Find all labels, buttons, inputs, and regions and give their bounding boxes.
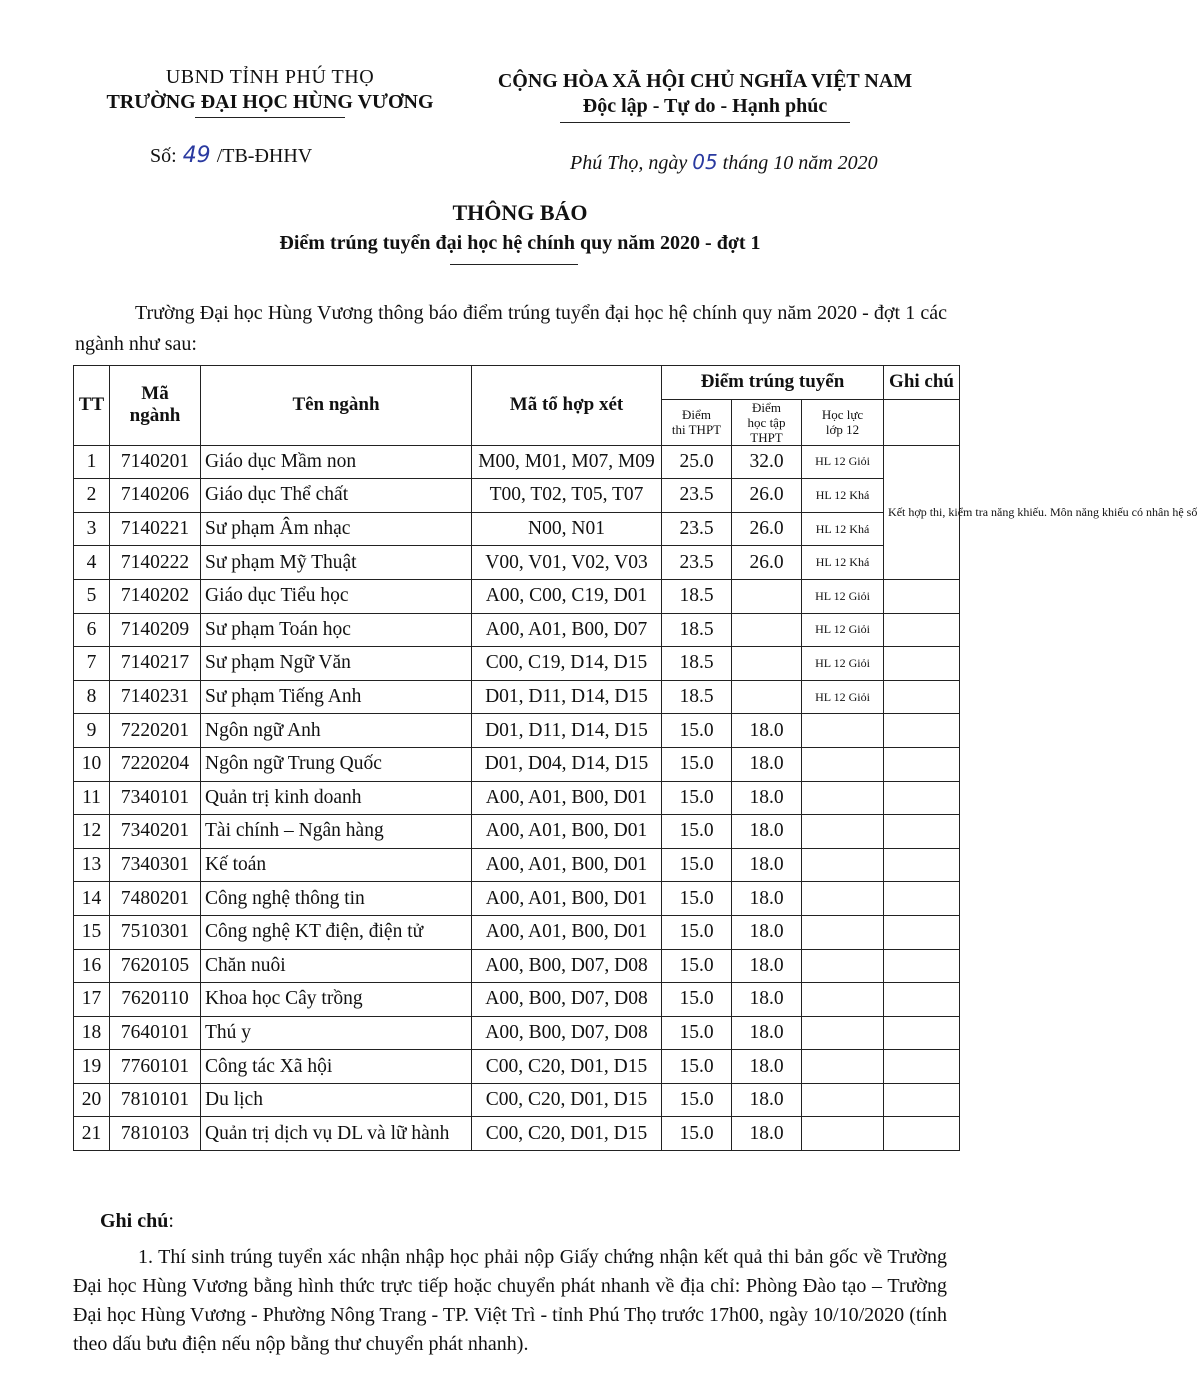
academic-ranking: HL 12 Giỏi — [802, 579, 884, 613]
subject-combo: A00, A01, B00, D01 — [472, 848, 662, 882]
university-name: TRƯỜNG ĐẠI HỌC HÙNG VƯƠNG — [106, 91, 434, 113]
study-score — [732, 613, 802, 647]
subject-combo: A00, B00, D07, D08 — [472, 983, 662, 1017]
notes-heading — [100, 1210, 174, 1233]
major-code: 7340201 — [110, 815, 201, 849]
doc-number-suffix: /TB-ĐHHV — [216, 145, 313, 167]
note-empty — [884, 1083, 960, 1117]
academic-ranking — [802, 882, 884, 916]
table-row — [74, 1117, 960, 1151]
table-row — [74, 781, 960, 815]
major-code: 7480201 — [110, 882, 201, 916]
major-name: Chăn nuôi — [201, 949, 472, 983]
row-number: 20 — [74, 1083, 110, 1117]
row-number: 16 — [74, 949, 110, 983]
row-number: 10 — [74, 747, 110, 781]
major-name: Quản trị kinh doanh — [201, 781, 472, 815]
header-tt: TT — [74, 366, 110, 446]
national-motto — [470, 70, 940, 123]
table-row — [74, 882, 960, 916]
study-score — [732, 680, 802, 714]
study-score: 18.0 — [732, 949, 802, 983]
date-prefix: Phú Thọ, ngày — [570, 152, 688, 174]
note-empty — [884, 983, 960, 1017]
exam-score: 15.0 — [662, 1083, 732, 1117]
major-name: Sư phạm Tiếng Anh — [201, 680, 472, 714]
header-major-code-line2: ngành — [129, 405, 181, 427]
exam-score: 15.0 — [662, 1050, 732, 1084]
subheader-exam-score-line1: Điểm — [682, 407, 711, 423]
motto-underline — [560, 122, 850, 123]
academic-ranking: HL 12 Khá — [802, 479, 884, 513]
major-code: 7220201 — [110, 714, 201, 748]
major-name: Sư phạm Âm nhạc — [201, 512, 472, 546]
notes-heading-colon: : — [168, 1210, 174, 1232]
note-empty — [884, 882, 960, 916]
major-name: Khoa học Cây trồng — [201, 983, 472, 1017]
table-row — [74, 747, 960, 781]
row-number: 18 — [74, 1016, 110, 1050]
subject-combo: D01, D04, D14, D15 — [472, 747, 662, 781]
major-name: Kế toán — [201, 848, 472, 882]
major-name: Giáo dục Mầm non — [201, 445, 472, 479]
issuing-organization — [70, 66, 470, 118]
major-name: Sư phạm Ngữ Văn — [201, 647, 472, 681]
major-name: Tài chính – Ngân hàng — [201, 815, 472, 849]
subheader-study-score-line1: Điểm — [752, 399, 781, 415]
study-score: 18.0 — [732, 747, 802, 781]
major-code: 7140209 — [110, 613, 201, 647]
header-admission-score: Điểm trúng tuyển — [662, 366, 884, 400]
academic-ranking — [802, 815, 884, 849]
academic-ranking — [802, 949, 884, 983]
study-score: 18.0 — [732, 1050, 802, 1084]
major-name: Thú y — [201, 1016, 472, 1050]
row-number: 11 — [74, 781, 110, 815]
study-score: 18.0 — [732, 1117, 802, 1151]
subject-combo: M00, M01, M07, M09 — [472, 445, 662, 479]
major-code: 7510301 — [110, 915, 201, 949]
major-code: 7140202 — [110, 579, 201, 613]
row-number: 14 — [74, 882, 110, 916]
major-name: Quản trị dịch vụ DL và lữ hành — [201, 1117, 472, 1151]
academic-ranking — [802, 983, 884, 1017]
subject-combo: D01, D11, D14, D15 — [472, 714, 662, 748]
subheader-academic-ranking-line1: Học lực — [821, 407, 864, 423]
major-code: 7140217 — [110, 647, 201, 681]
country-name: CỘNG HÒA XÃ HỘI CHỦ NGHĨA VIỆT NAM — [497, 70, 913, 92]
table-row — [74, 1083, 960, 1117]
row-number: 8 — [74, 680, 110, 714]
table-row — [74, 815, 960, 849]
subheader-exam-score — [662, 399, 732, 445]
academic-ranking — [802, 747, 884, 781]
table-row — [74, 1016, 960, 1050]
note-empty — [884, 781, 960, 815]
province-committee: UBND TỈNH PHÚ THỌ — [165, 66, 375, 88]
date-day-handwritten: 05 — [692, 150, 718, 174]
row-number: 12 — [74, 815, 110, 849]
subheader-study-score-line2: học tập — [747, 414, 786, 430]
table-row — [74, 613, 960, 647]
table-row — [74, 848, 960, 882]
exam-score: 23.5 — [662, 546, 732, 580]
major-code: 7810103 — [110, 1117, 201, 1151]
exam-score: 15.0 — [662, 949, 732, 983]
study-score: 18.0 — [732, 815, 802, 849]
table-row — [74, 647, 960, 681]
major-code: 7140206 — [110, 479, 201, 513]
table-row — [74, 512, 960, 546]
doc-number-prefix: Số: — [150, 145, 177, 167]
study-score — [732, 647, 802, 681]
subheader-academic-ranking — [802, 399, 884, 445]
subject-combo: C00, C20, D01, D15 — [472, 1083, 662, 1117]
subject-combo: A00, A01, B00, D01 — [472, 815, 662, 849]
academic-ranking — [802, 1117, 884, 1151]
exam-score: 15.0 — [662, 882, 732, 916]
study-score: 26.0 — [732, 512, 802, 546]
document-subtitle: Điểm trúng tuyển đại học hệ chính quy năm 2020 - đợt 1 — [279, 232, 761, 254]
row-number: 6 — [74, 613, 110, 647]
table-row — [74, 579, 960, 613]
subheader-notes-empty — [884, 399, 960, 445]
academic-ranking — [802, 781, 884, 815]
subheader-academic-ranking-line2: lớp 12 — [825, 422, 860, 438]
note-empty — [884, 848, 960, 882]
subheader-study-score — [732, 399, 802, 445]
exam-score: 15.0 — [662, 983, 732, 1017]
study-score: 18.0 — [732, 1016, 802, 1050]
major-code: 7640101 — [110, 1016, 201, 1050]
row-number: 4 — [74, 546, 110, 580]
header-major-code-line1: Mã — [141, 383, 169, 405]
note-empty — [884, 747, 960, 781]
subject-combo: V00, V01, V02, V03 — [472, 546, 662, 580]
exam-score: 15.0 — [662, 915, 732, 949]
note-empty — [884, 613, 960, 647]
table-row — [74, 915, 960, 949]
row-number: 13 — [74, 848, 110, 882]
row-number: 5 — [74, 579, 110, 613]
academic-ranking: HL 12 Giỏi — [802, 613, 884, 647]
exam-score: 15.0 — [662, 1117, 732, 1151]
note-empty — [884, 647, 960, 681]
row-number: 19 — [74, 1050, 110, 1084]
note-empty — [884, 949, 960, 983]
note-gifted-exam: Kết hợp thi, kiểm tra năng khiếu. Môn năng khiếu có nhân hệ số — [884, 445, 960, 579]
academic-ranking: HL 12 Giỏi — [802, 647, 884, 681]
subheader-study-score-line3: THPT — [750, 429, 783, 445]
major-code: 7620105 — [110, 949, 201, 983]
study-score: 18.0 — [732, 1083, 802, 1117]
exam-score: 15.0 — [662, 781, 732, 815]
subject-combo: D01, D11, D14, D15 — [472, 680, 662, 714]
major-name: Giáo dục Thể chất — [201, 479, 472, 513]
note-empty — [884, 1117, 960, 1151]
subject-combo: C00, C19, D14, D15 — [472, 647, 662, 681]
table-body — [74, 445, 1197, 1150]
table-row — [74, 983, 960, 1017]
study-score: 18.0 — [732, 714, 802, 748]
major-code: 7220204 — [110, 747, 201, 781]
academic-ranking: HL 12 Giỏi — [802, 445, 884, 479]
row-number: 15 — [74, 915, 110, 949]
subject-combo: C00, C20, D01, D15 — [472, 1117, 662, 1151]
row-number: 3 — [74, 512, 110, 546]
major-code: 7340101 — [110, 781, 201, 815]
row-number: 1 — [74, 445, 110, 479]
academic-ranking — [802, 1083, 884, 1117]
note-empty — [884, 915, 960, 949]
academic-ranking — [802, 848, 884, 882]
major-name: Công nghệ thông tin — [201, 882, 472, 916]
subject-combo: A00, A01, B00, D01 — [472, 781, 662, 815]
table-row — [74, 680, 960, 714]
note-empty — [884, 680, 960, 714]
major-name: Sư phạm Toán học — [201, 613, 472, 647]
subject-combo: T00, T02, T05, T07 — [472, 479, 662, 513]
header-major-code — [110, 366, 201, 446]
subject-combo: A00, A01, B00, D07 — [472, 613, 662, 647]
document-date — [570, 150, 878, 175]
study-score: 26.0 — [732, 546, 802, 580]
major-name: Ngôn ngữ Anh — [201, 714, 472, 748]
header-notes: Ghi chú — [884, 366, 960, 400]
motto: Độc lập - Tự do - Hạnh phúc — [582, 95, 828, 117]
academic-ranking — [802, 1050, 884, 1084]
major-code: 7620110 — [110, 983, 201, 1017]
major-code: 7140231 — [110, 680, 201, 714]
header-subject-combo: Mã tổ hợp xét — [472, 366, 662, 446]
major-code: 7340301 — [110, 848, 201, 882]
note-empty — [884, 815, 960, 849]
study-score: 18.0 — [732, 848, 802, 882]
major-code: 7140222 — [110, 546, 201, 580]
major-name: Công tác Xã hội — [201, 1050, 472, 1084]
exam-score: 15.0 — [662, 1016, 732, 1050]
academic-ranking — [802, 915, 884, 949]
row-number: 17 — [74, 983, 110, 1017]
exam-score: 18.5 — [662, 613, 732, 647]
major-name: Sư phạm Mỹ Thuật — [201, 546, 472, 580]
major-name: Du lịch — [201, 1083, 472, 1117]
major-code: 7810101 — [110, 1083, 201, 1117]
study-score: 18.0 — [732, 983, 802, 1017]
subject-combo: A00, B00, D07, D08 — [472, 1016, 662, 1050]
subject-combo: A00, B00, D07, D08 — [472, 949, 662, 983]
table-row — [74, 546, 960, 580]
table-row — [74, 949, 960, 983]
note-1-paragraph: 1. Thí sinh trúng tuyển xác nhận nhập học phải nộp Giấy chứng nhận kết quả thi bản gốc về Trường Đại học Hùng Vương bằng hình thức trực tiếp hoặc chuyển phát nhanh về địa chỉ: Phòng Đào tạo – Trường Đại học Hùng Vương - Phường Nông Trang - TP. Việt Trì - tỉnh Phú Thọ trước 17h00, ngày 10/10/2020 (tính theo dấu bưu điện nếu nộp bằng thư chuyển phát nhanh). — [73, 1246, 947, 1355]
subject-combo: A00, A01, B00, D01 — [472, 915, 662, 949]
row-number: 7 — [74, 647, 110, 681]
doc-number-handwritten: 49 — [182, 143, 211, 168]
exam-score: 15.0 — [662, 714, 732, 748]
note-empty — [884, 714, 960, 748]
document-title: THÔNG BÁO — [452, 200, 588, 225]
table-row — [74, 1050, 960, 1084]
admission-scores-table — [73, 365, 1197, 1151]
header-major-name: Tên ngành — [201, 366, 472, 446]
note-empty — [884, 1016, 960, 1050]
exam-score: 15.0 — [662, 815, 732, 849]
subheader-exam-score-line2: thi THPT — [671, 422, 722, 438]
study-score: 18.0 — [732, 781, 802, 815]
row-number: 9 — [74, 714, 110, 748]
study-score: 32.0 — [732, 445, 802, 479]
notes-heading-label: Ghi chú — [100, 1210, 169, 1232]
academic-ranking: HL 12 Khá — [802, 512, 884, 546]
table-row — [74, 479, 960, 513]
study-score: 18.0 — [732, 882, 802, 916]
major-name: Giáo dục Tiểu học — [201, 579, 472, 613]
subject-combo: C00, C20, D01, D15 — [472, 1050, 662, 1084]
table-row — [74, 445, 960, 479]
exam-score: 18.5 — [662, 579, 732, 613]
academic-ranking — [802, 714, 884, 748]
exam-score: 23.5 — [662, 479, 732, 513]
major-code: 7140201 — [110, 445, 201, 479]
exam-score: 23.5 — [662, 512, 732, 546]
subject-combo: A00, A01, B00, D01 — [472, 882, 662, 916]
exam-score: 15.0 — [662, 747, 732, 781]
exam-score: 18.5 — [662, 647, 732, 681]
org-underline — [195, 117, 345, 118]
academic-ranking: HL 12 Giỏi — [802, 680, 884, 714]
major-code: 7760101 — [110, 1050, 201, 1084]
document-number — [150, 143, 312, 168]
study-score — [732, 579, 802, 613]
academic-ranking: HL 12 Khá — [802, 546, 884, 580]
exam-score: 25.0 — [662, 445, 732, 479]
subject-combo: A00, C00, C19, D01 — [472, 579, 662, 613]
row-number: 21 — [74, 1117, 110, 1151]
note-empty — [884, 579, 960, 613]
study-score: 26.0 — [732, 479, 802, 513]
row-number: 2 — [74, 479, 110, 513]
study-score: 18.0 — [732, 915, 802, 949]
intro-paragraph: Trường Đại học Hùng Vương thông báo điểm trúng tuyển đại học hệ chính quy năm 2020 - đợt 1 các ngành như sau: — [75, 302, 947, 355]
exam-score: 15.0 — [662, 848, 732, 882]
academic-ranking — [802, 1016, 884, 1050]
exam-score: 18.5 — [662, 680, 732, 714]
note-empty — [884, 1050, 960, 1084]
table-row — [74, 714, 960, 748]
subject-combo: N00, N01 — [472, 512, 662, 546]
title-underline — [450, 264, 578, 265]
major-code: 7140221 — [110, 512, 201, 546]
date-suffix: tháng 10 năm 2020 — [722, 152, 878, 174]
major-name: Công nghệ KT điện, điện tử — [201, 915, 472, 949]
major-name: Ngôn ngữ Trung Quốc — [201, 747, 472, 781]
